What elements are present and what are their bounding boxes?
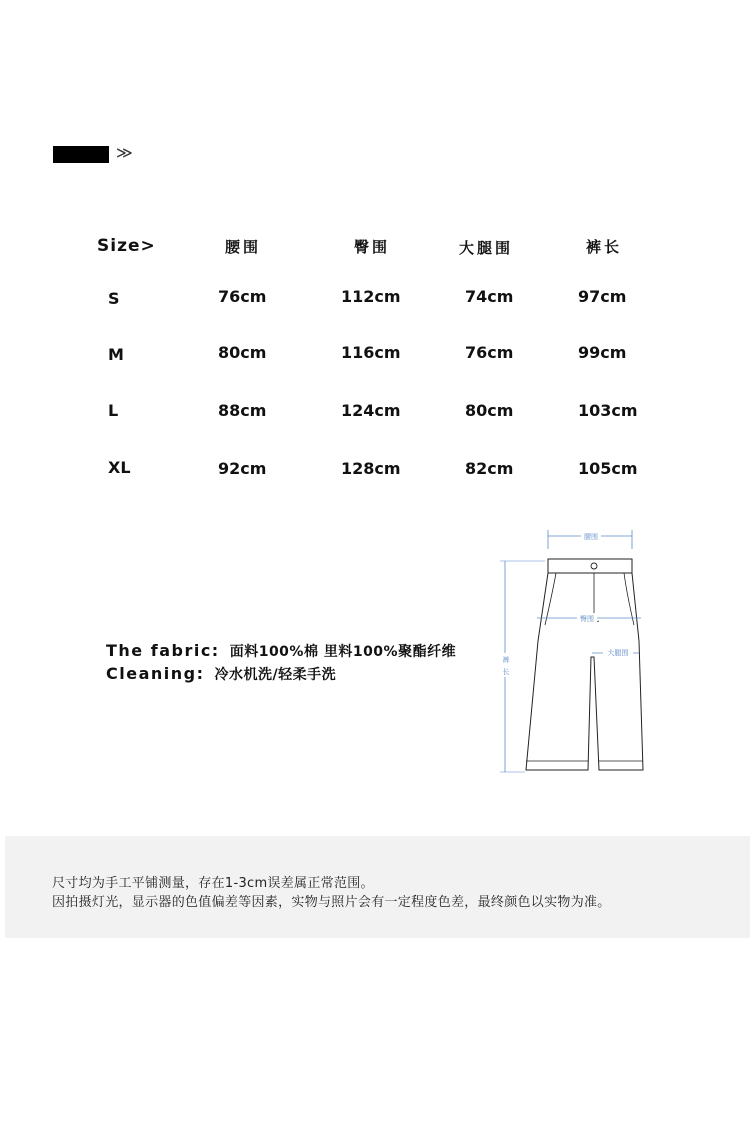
pants-measurement-diagram (495, 525, 655, 785)
col-header-length: 裤长 (586, 238, 623, 256)
table-cell: 97cm (578, 287, 627, 306)
disclaimer-line-2: 因拍摄灯光，显示器的色值偏差等因素，实物与照片会有一定程度色差，最终颜色以实物为准。 (52, 895, 611, 910)
size-s: S (108, 289, 120, 308)
table-cell: 82cm (465, 459, 514, 478)
fabric-label: The fabric: (106, 641, 220, 660)
table-cell: 76cm (218, 287, 267, 306)
size-m: M (108, 345, 124, 364)
size-chart (0, 0, 750, 500)
col-header-waist: 腰围 (225, 238, 262, 256)
cleaning-info (106, 664, 336, 684)
fabric-info (106, 641, 456, 661)
table-cell: 92cm (218, 459, 267, 478)
table-cell: 112cm (341, 287, 401, 306)
table-cell: 88cm (218, 401, 267, 420)
length-label-top: 裤 (502, 656, 510, 664)
table-cell: 128cm (341, 459, 401, 478)
table-cell: 99cm (578, 343, 627, 362)
disclaimer-line-1: 尺寸均为手工平铺测量，存在1-3cm误差属正常范围。 (52, 876, 374, 891)
table-cell: 116cm (341, 343, 401, 362)
table-cell: 124cm (341, 401, 401, 420)
size-header: Size> (97, 236, 156, 256)
table-cell: 80cm (218, 343, 267, 362)
double-chevron-icon: ≫ (116, 143, 133, 162)
col-header-thigh: 大腿围 (459, 239, 514, 257)
table-cell: 103cm (578, 401, 638, 420)
table-cell: 105cm (578, 459, 638, 478)
table-cell: 74cm (465, 287, 514, 306)
length-label-bottom: 长 (502, 668, 510, 676)
fabric-value: 面料100%棉 里料100%聚酯纤维 (229, 644, 457, 660)
col-header-hip: 臀围 (354, 238, 391, 256)
size-xl: XL (108, 458, 131, 477)
size-l: L (108, 401, 119, 420)
cleaning-label: Cleaning: (106, 664, 205, 683)
thigh-label: 大腿围 (607, 649, 629, 657)
cleaning-value: 冷水机洗/轻柔手洗 (214, 667, 337, 683)
waist-label: 腰围 (584, 533, 598, 541)
disclaimer-box (5, 836, 750, 938)
table-cell: 76cm (465, 343, 514, 362)
table-cell: 80cm (465, 401, 514, 420)
hip-label: 臀围 (580, 615, 594, 623)
